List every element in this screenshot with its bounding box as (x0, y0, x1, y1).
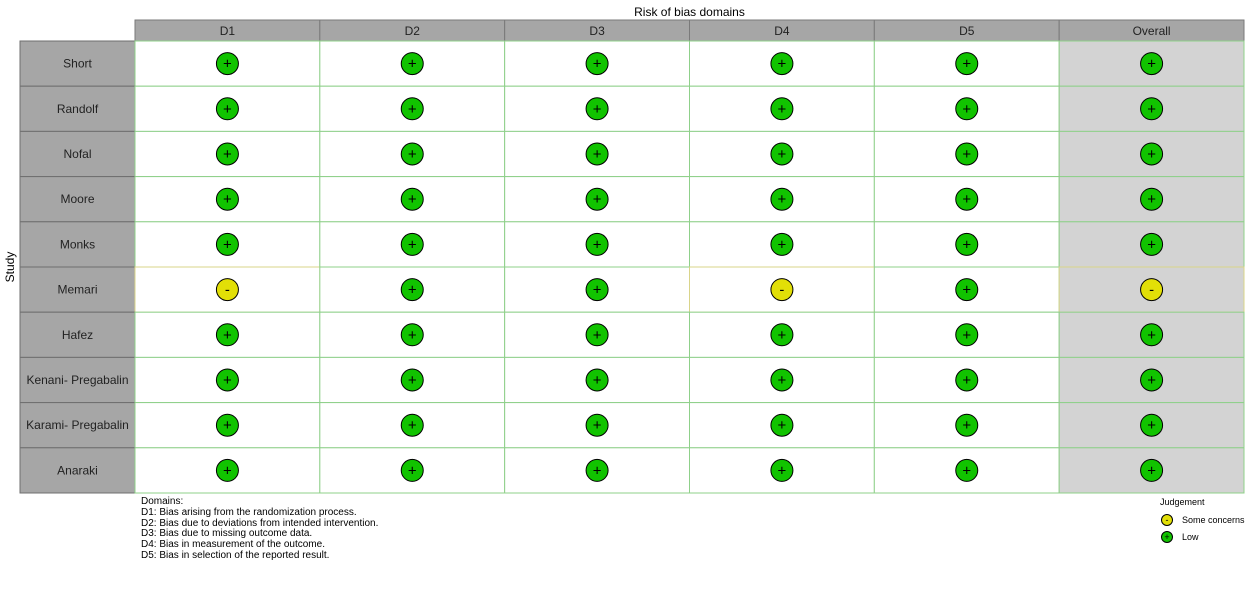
judgement-symbol-short-d3: + (592, 55, 602, 73)
judgement-symbol-monks-d1: + (223, 236, 232, 254)
row-label-nofal: Nofal (63, 147, 92, 161)
judgement-symbol-randolf-d3: + (592, 100, 602, 118)
judgement-symbol-moore-d2: + (407, 191, 417, 209)
column-header-label-d5: D5 (959, 24, 975, 38)
judgement-symbol-monks-overall: + (1147, 236, 1156, 254)
domain-note-d4: D4: Bias in measurement of the outcome. (141, 539, 325, 551)
judgement-symbol-karami-pregabalin-d4: + (777, 417, 787, 435)
judgement-symbol-randolf-d4: + (777, 100, 787, 118)
row-label-short: Short (63, 56, 92, 71)
row-label-randolf: Randolf (56, 101, 99, 116)
judgement-symbol-hafez-d3: + (592, 326, 602, 344)
judgement-symbol-monks-d3: + (592, 236, 602, 254)
judgement-symbol-nofal-overall: + (1147, 146, 1156, 163)
domain-notes-heading: Domains: (141, 496, 184, 507)
judgement-symbol-short-overall: + (1147, 55, 1156, 73)
judgement-symbol-moore-d4: + (777, 191, 787, 209)
row-label-monks: Monks (59, 237, 96, 252)
row-label-anaraki: Anaraki (57, 463, 98, 478)
row-label-hafez: Hafez (61, 327, 94, 342)
judgement-symbol-randolf-d2: + (407, 100, 417, 118)
judgement-symbol-monks-d5: + (962, 236, 972, 254)
judgement-symbol-anaraki-overall: + (1147, 462, 1156, 480)
judgement-symbol-kenani-pregabalin-d5: + (962, 372, 972, 389)
judgement-symbol-hafez-d1: + (223, 326, 232, 344)
judgement-symbol-kenani-pregabalin-d3: + (592, 372, 602, 389)
judgement-symbol-hafez-overall: + (1147, 326, 1156, 344)
domain-notes (141, 497, 378, 562)
judgement-symbol-karami-pregabalin-d2: + (407, 417, 417, 435)
row-label-moore: Moore (60, 192, 95, 207)
domain-note-d3: D3: Bias due to missing outcome data. (141, 528, 313, 540)
chart-title: Risk of bias domains (634, 5, 745, 19)
judgement-symbol-nofal-d3: + (592, 146, 602, 163)
judgement-symbol-nofal-d5: + (962, 146, 972, 163)
judgement-symbol-memari-d3: + (592, 281, 602, 299)
judgement-symbol-hafez-d2: + (407, 326, 417, 344)
domain-note-d5: D5: Bias in selection of the reported result. (141, 549, 330, 561)
row-label-kenani-pregabalin: Kenani- Pregabalin (26, 373, 129, 387)
legend-low-label: Low (1182, 532, 1199, 542)
legend-title: Judgement (1160, 497, 1205, 507)
judgement-symbol-monks-d4: + (777, 236, 787, 254)
judgement-symbol-kenani-pregabalin-d4: + (777, 372, 787, 389)
legend-low-icon: + (1161, 531, 1173, 543)
judgement-symbol-memari-d4: - (779, 281, 785, 299)
column-header-label-d2: D2 (404, 24, 420, 38)
judgement-symbol-memari-d5: + (962, 281, 972, 299)
judgement-symbol-anaraki-d3: + (592, 462, 602, 480)
judgement-symbol-anaraki-d2: + (407, 462, 417, 480)
judgement-symbol-nofal-d4: + (777, 146, 787, 163)
judgement-symbol-short-d2: + (407, 55, 417, 73)
column-header-label-d4: D4 (774, 24, 790, 38)
judgement-symbol-randolf-d1: + (223, 100, 232, 118)
judgement-symbol-randolf-d5: + (962, 100, 972, 118)
legend-some-concerns-icon: - (1161, 514, 1173, 526)
judgement-symbol-short-d4: + (777, 55, 787, 73)
judgement-symbol-nofal-d2: + (407, 146, 417, 163)
judgement-symbol-memari-overall: - (1149, 281, 1155, 299)
domain-note-d2: D2: Bias due to deviations from intended intervention. (141, 517, 379, 529)
judgement-symbol-moore-d3: + (592, 191, 602, 209)
y-axis-label: Study (3, 251, 17, 283)
judgement-symbol-karami-pregabalin-overall: + (1147, 417, 1156, 435)
column-header-label-d1: D1 (219, 24, 236, 38)
judgement-symbol-moore-overall: + (1147, 191, 1156, 209)
judgement-symbol-anaraki-d5: + (962, 462, 972, 480)
column-header-label-overall: Overall (1132, 24, 1171, 38)
judgement-symbol-short-d5: + (962, 55, 972, 73)
judgement-symbol-memari-d1: - (224, 281, 230, 299)
judgement-symbol-anaraki-d4: + (777, 462, 787, 480)
judgement-symbol-moore-d1: + (223, 191, 232, 209)
judgement-symbol-karami-pregabalin-d1: + (223, 417, 232, 435)
judgement-symbol-anaraki-d1: + (223, 462, 232, 480)
judgement-symbol-kenani-pregabalin-d2: + (407, 372, 417, 389)
judgement-symbol-randolf-overall: + (1147, 100, 1156, 118)
domain-note-d1: D1: Bias arising from the randomization process. (141, 506, 357, 518)
judgement-symbol-hafez-d4: + (777, 326, 787, 344)
judgement-symbol-kenani-pregabalin-d1: + (223, 372, 232, 389)
row-label-memari: Memari (57, 282, 98, 297)
judgement-symbol-karami-pregabalin-d3: + (592, 417, 602, 435)
judgement-symbol-kenani-pregabalin-overall: + (1147, 372, 1156, 389)
judgement-symbol-hafez-d5: + (962, 326, 972, 344)
judgement-symbol-memari-d2: + (407, 281, 417, 299)
column-header-label-d3: D3 (589, 24, 605, 38)
judgement-symbol-nofal-d1: + (223, 146, 232, 163)
judgement-symbol-moore-d5: + (962, 191, 972, 209)
row-label-karami-pregabalin: Karami- Pregabalin (26, 418, 129, 433)
judgement-symbol-short-d1: + (223, 55, 232, 73)
judgement-symbol-monks-d2: + (407, 236, 417, 254)
judgement-symbol-karami-pregabalin-d5: + (962, 417, 972, 435)
legend-some-concerns-label: Some concerns (1182, 515, 1245, 525)
